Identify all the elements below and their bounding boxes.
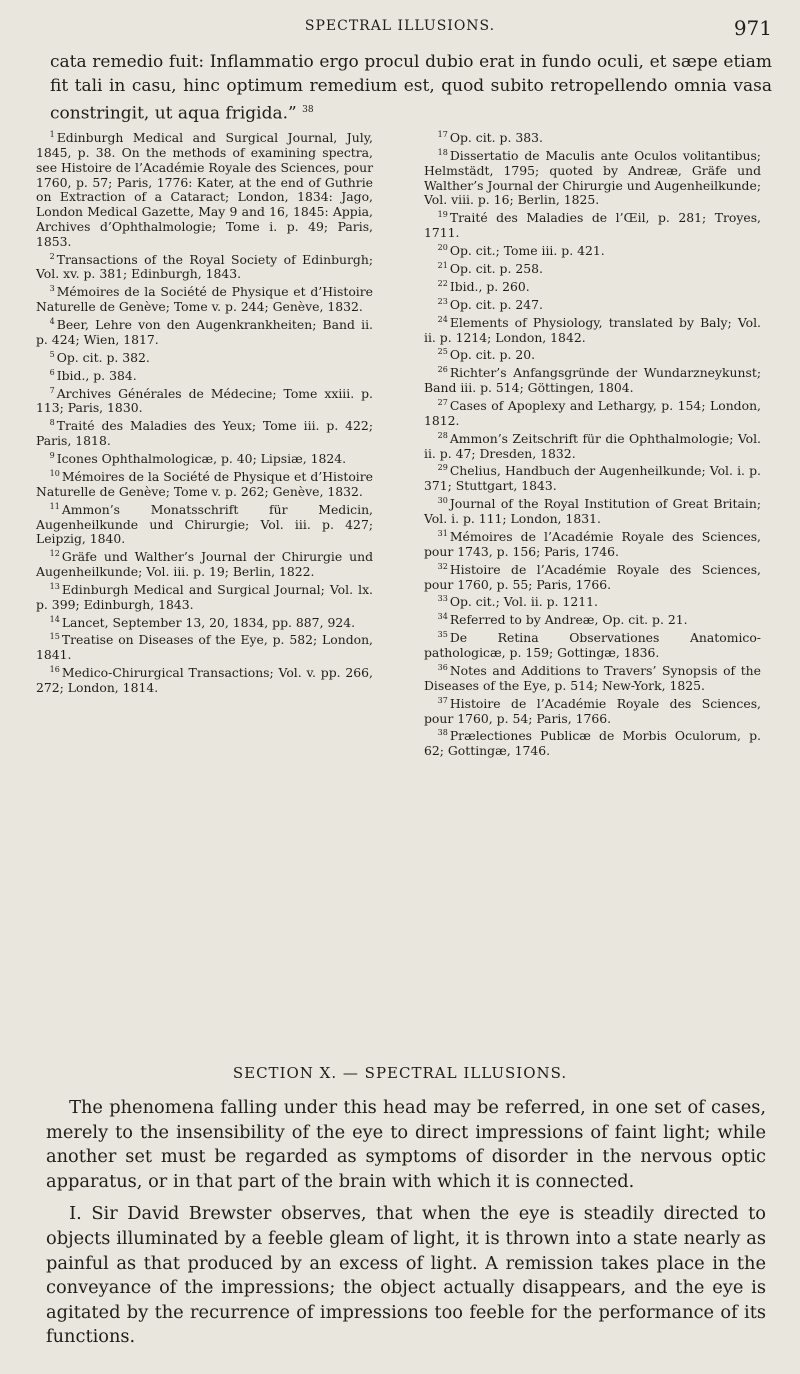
footnote-text: Op. cit. p. 382. [56, 349, 150, 365]
footnote [424, 363, 761, 396]
intro-paragraph [50, 50, 772, 126]
footnote-number: 18 [437, 147, 448, 157]
footnote-number: 6 [49, 367, 55, 377]
footnote-number: 9 [49, 450, 55, 460]
footnote-number: 3 [49, 284, 55, 294]
footnote-number: 2 [49, 251, 55, 261]
footnote-text: De Retina Observationes Anatomico-pathologicæ, p. 159; Gottingæ, 1836. [424, 630, 761, 661]
footnote [36, 416, 373, 449]
footnote-number: 28 [437, 430, 448, 440]
footnote-text: Histoire de l’Académie Royale des Sciences, pour 1760, p. 55; Paris, 1766. [424, 561, 761, 592]
footnote-text: Op. cit. p. 258. [449, 261, 543, 276]
footnote [424, 345, 761, 363]
footnote-text: Ibid., p. 384. [56, 367, 137, 383]
intro-text: cata remedio fuit: Inflammatio ergo procul dubio erat in fundo oculi, et sæpe etiam fit tali in casu, hinc optimum remedium est, quod subito retropellendo omnia vasa constringit, ut aqua frigida.” [50, 52, 772, 124]
footnote-number: 17 [437, 130, 448, 139]
page-number: 971 [733, 16, 772, 40]
footnote-number: 26 [437, 365, 448, 375]
footnote [36, 663, 373, 696]
footnote-number: 4 [49, 316, 55, 326]
footnote-text: Ibid., p. 260. [449, 278, 530, 294]
footnote-number: 36 [437, 662, 448, 672]
footnote-text: Edinburgh Medical and Surgical Journal, July, 1845, p. 38. On the methods of examining spectra, see Histoire de l’Académie Royale des Sciences, pour 1760, p. 57; Paris, 1776: Kater, at the end of Guthrie on Extraction of a Cataract; London, 1834: Jago, London Medical Gazette, May 9 and 16, 1845: Appia, Archives d’Ophthalmologie; Tome i. p. 49; Paris, 1853. [36, 130, 373, 249]
footnotes-left-column [36, 128, 373, 696]
footnote-number: 21 [437, 260, 448, 270]
footnote-text: Cases of Apoplexy and Lethargy, p. 154; London, 1812. [424, 398, 761, 428]
footnote-number: 33 [437, 594, 448, 604]
footnote [424, 128, 761, 146]
footnote-number: 31 [437, 528, 448, 538]
footnote-number: 25 [437, 347, 448, 357]
footnote-number: 30 [437, 496, 448, 506]
footnote [36, 580, 373, 613]
footnote [424, 560, 761, 593]
footnote [36, 348, 373, 366]
footnote-text: Beer, Lehre von den Augenkrankheiten; Band ii. p. 424; Wien, 1817. [36, 317, 373, 347]
footnote-text: Chelius, Handbuch der Augenheilkunde; Vol. i. p. 371; Stuttgart, 1843. [424, 463, 761, 494]
footnote-text: Op. cit. p. 20. [449, 347, 536, 363]
footnote [424, 241, 761, 259]
footnote-text: Mémoires de l’Académie Royale des Sciences, pour 1743, p. 156; Paris, 1746. [424, 529, 761, 559]
running-title: SPECTRAL ILLUSIONS. [304, 18, 496, 34]
section-heading: SECTION X. — SPECTRAL ILLUSIONS. [232, 1064, 568, 1082]
footnote [36, 547, 373, 580]
footnote-text: Mémoires de la Société de Physique et d’Histoire Naturelle de Genève; Tome v. p. 244; Genève, 1832. [36, 284, 373, 315]
footnote-number: 7 [49, 385, 55, 395]
footnote [424, 396, 761, 429]
footnote-text: Icones Ophthalmologicæ, p. 40; Lipsiæ, 1824. [56, 451, 347, 467]
footnote-text: Op. cit.; Tome iii. p. 421. [449, 243, 605, 259]
footnote [424, 592, 761, 610]
footnote [424, 661, 761, 694]
footnote-number: 35 [437, 630, 448, 640]
footnote-number: 34 [437, 612, 448, 622]
footnote [36, 366, 373, 384]
footnote-text: Histoire de l’Académie Royale des Sciences, pour 1760, p. 54; Paris, 1766. [424, 695, 761, 726]
footnote-text: Ammon’s Monatsschrift für Medicin, Augenheilkunde und Chirurgie; Vol. iii. p. 427; Leipzig, 1840. [36, 501, 373, 547]
footnote-number: 23 [437, 296, 448, 306]
footnote [424, 277, 761, 295]
body-paragraph: The phenomena falling under this head may be referred, in one set of cases, merely to the insensibility of the eye to direct impressions of faint light; while another set must be regarded as symptoms of disorder in the nervous optic apparatus, or in that part of the brain with which it is connected. [46, 1097, 766, 1192]
footnote-number: 5 [49, 349, 55, 359]
footnote-text: Op. cit. p. 383. [449, 130, 543, 146]
footnote-number: 13 [49, 581, 60, 591]
footnote-number: 10 [49, 468, 60, 478]
footnote-text: Gräfe und Walther’s Journal der Chirurgie und Augenheilkunde; Vol. iii. p. 19; Berlin, 1822. [36, 549, 373, 580]
footnote-number: 11 [49, 501, 60, 511]
footnote-text: Medico-Chirurgical Transactions; Vol. v. pp. 266, 272; London, 1814. [36, 665, 373, 696]
footnote [424, 208, 761, 241]
footnote-number: 12 [49, 549, 60, 559]
body-paragraph: I. Sir David Brewster observes, that when the eye is steadily directed to objects illuminated by a feeble gleam of light, it is thrown into a state nearly as painful as that produced by an excess of light. A remission takes place in the conveyance of the impressions; the object actually disappears, and the eye is agitated by the recurrence of impressions too feeble for the performance of its functions. [46, 1203, 766, 1348]
footnote [36, 500, 373, 548]
footnote-text: Notes and Additions to Travers’ Synopsis of the Diseases of the Eye, p. 514; New-York, 1825. [424, 663, 761, 693]
footnote-text: Richter’s Anfangsgründe der Wundarzneykunst; Band iii. p. 514; Göttingen, 1804. [424, 365, 761, 396]
intro-note-ref: 38 [302, 105, 314, 115]
footnote-text: Referred to by Andreæ, Op. cit. p. 21. [449, 612, 688, 628]
footnote [424, 146, 761, 208]
footnote [36, 282, 373, 315]
footnote-text: Edinburgh Medical and Surgical Journal; Vol. lx. p. 399; Edinburgh, 1843. [36, 581, 373, 612]
footnote-number: 38 [437, 728, 448, 738]
footnote-text: Mémoires de la Société de Physique et d’Histoire Naturelle de Genève; Tome v. p. 262; Genève, 1832. [36, 468, 373, 499]
footnote-text: Prælectiones Publicæ de Morbis Oculorum, p. 62; Gottingæ, 1746. [424, 728, 761, 759]
footnote [424, 313, 761, 346]
footnote-text: Dissertatio de Maculis ante Oculos volitantibus; Helmstädt, 1795; quoted by Andreæ, Gräfe und Walther’s Journal der Chirurgie und Augenheilkunde; Vol. viii. p. 16; Berlin, 1825. [424, 148, 761, 208]
footnote [36, 315, 373, 348]
footnote-text: Journal of the Royal Institution of Great Britain; Vol. i. p. 111; London, 1831. [424, 496, 761, 527]
footnote-number: 37 [437, 695, 448, 705]
footnote-text: Elements of Physiology, translated by Baly; Vol. ii. p. 1214; London, 1842. [424, 314, 761, 345]
footnote [424, 628, 761, 661]
footnote-number: 8 [49, 418, 55, 428]
running-head [0, 12, 800, 42]
footnote-number: 22 [437, 278, 448, 288]
footnote-number: 1 [49, 130, 55, 139]
footnote-number: 20 [437, 242, 448, 252]
footnote-text: Traité des Maladies de l’Œil, p. 281; Troyes, 1711. [424, 210, 761, 241]
footnote-text: Treatise on Diseases of the Eye, p. 582; London, 1841. [36, 632, 373, 663]
footnote [424, 295, 761, 313]
footnote-text: Transactions of the Royal Society of Edinburgh; Vol. xv. p. 381; Edinburgh, 1843. [36, 251, 373, 282]
footnote [424, 429, 761, 462]
footnote [424, 461, 761, 494]
footnote-text: Traité des Maladies des Yeux; Tome iii. p. 422; Paris, 1818. [36, 418, 373, 449]
footnote-text: Lancet, September 13, 20, 1834, pp. 887, 924. [61, 614, 356, 630]
footnote-number: 24 [437, 314, 448, 324]
footnote [424, 726, 761, 759]
footnote [424, 610, 761, 628]
footnote [36, 630, 373, 663]
footnote-number: 19 [437, 210, 448, 220]
footnote [36, 250, 373, 283]
footnote [36, 384, 373, 417]
section-body [46, 1096, 766, 1358]
footnote [424, 694, 761, 727]
footnote [36, 449, 373, 467]
footnote [36, 613, 373, 631]
footnotes-right-column [424, 128, 761, 759]
footnote-text: Archives Générales de Médecine; Tome xxiii. p. 113; Paris, 1830. [36, 385, 373, 416]
footnote-text: Op. cit. p. 247. [449, 296, 543, 312]
footnote-text: Ammon’s Zeitschrift für die Ophthalmologie; Vol. ii. p. 47; Dresden, 1832. [424, 430, 761, 461]
footnote [424, 527, 761, 560]
footnote-number: 16 [49, 665, 60, 675]
footnote-number: 14 [49, 614, 60, 624]
footnote-number: 32 [437, 561, 448, 571]
footnote [424, 494, 761, 527]
footnote-number: 15 [49, 632, 60, 642]
footnote [36, 128, 373, 250]
footnote-number: 29 [437, 463, 448, 473]
footnote [424, 259, 761, 277]
footnote-text: Op. cit.; Vol. ii. p. 1211. [449, 594, 598, 610]
footnote [36, 467, 373, 500]
footnote-number: 27 [437, 398, 448, 407]
